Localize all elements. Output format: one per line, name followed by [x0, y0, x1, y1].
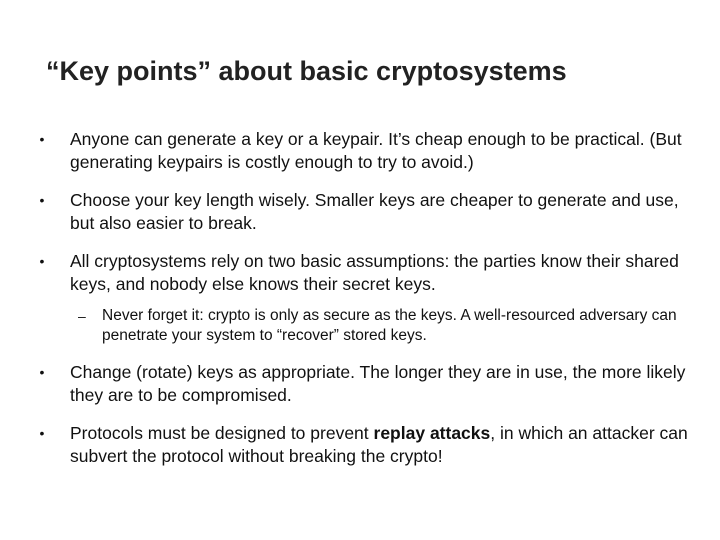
bullet-item	[32, 128, 692, 174]
bullet-item	[32, 422, 692, 468]
bullet-item	[32, 250, 692, 296]
bullet-text: Choose your key length wisely. Smaller keys are cheaper to generate and use, but also easier to break.	[70, 190, 679, 233]
bullet-marker: •	[39, 364, 45, 380]
bullet-list	[32, 128, 692, 483]
bullet-text: Change (rotate) keys as appropriate. The longer they are in use, the more likely they are to be compromised.	[70, 362, 686, 405]
sub-bullet-item	[32, 306, 692, 346]
bullet-text-end: , in which an attacker can subvert the protocol without breaking the crypto!	[70, 423, 688, 466]
bullet-marker: •	[39, 253, 45, 269]
bullet-item	[32, 361, 692, 407]
slide-title: “Key points” about basic cryptosystems	[46, 56, 567, 86]
bullet-text: All cryptosystems rely on two basic assumptions: the parties know their shared keys, and nobody else knows their secret keys.	[70, 251, 679, 294]
sub-bullet-text: Never forget it: crypto is only as secure as the keys. A well-resourced adversary can penetrate your system to “recover” stored keys.	[102, 307, 677, 344]
bullet-text-start: Protocols must be designed to prevent	[70, 423, 374, 443]
bullet-item	[32, 189, 692, 235]
bullet-marker: •	[39, 192, 45, 208]
bullet-marker: •	[39, 131, 45, 147]
bullet-marker: •	[39, 425, 45, 441]
bullet-text: Anyone can generate a key or a keypair. It’s cheap enough to be practical. (But generating keypairs is costly enough to try to avoid.)	[70, 129, 682, 172]
sub-bullet-marker: –	[78, 308, 86, 324]
bullet-text-emphasis: replay attacks	[373, 423, 491, 443]
